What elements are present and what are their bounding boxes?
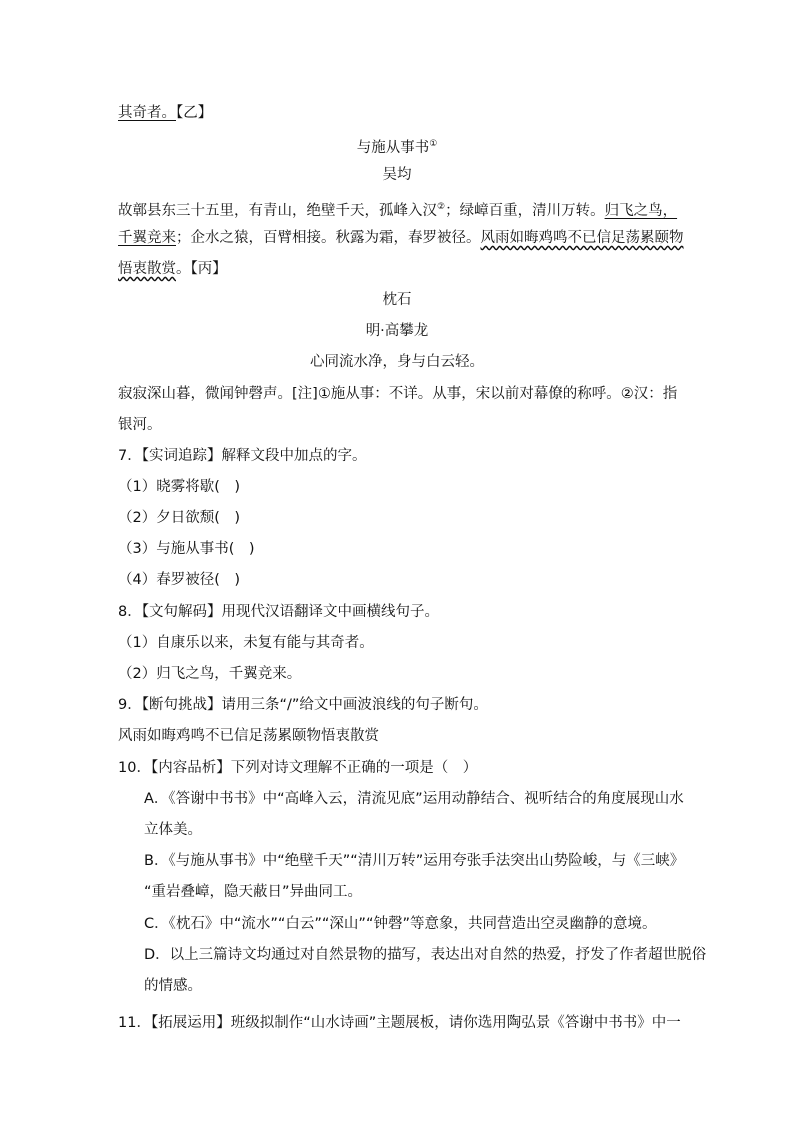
footnote-marker: ② (437, 202, 446, 212)
question-7: 7．【实词追踪】解释文段中加点的字。 (118, 448, 367, 464)
option-a-cont: 立体美。 (144, 822, 202, 838)
question-7-item: （3）与施从事书( ) (118, 541, 255, 557)
footnote-marker: ① (429, 139, 438, 149)
section-label: 【乙】 (176, 105, 213, 121)
option-c: C．《枕石》中“流水”“白云”“深山”“钟磬”等意象，共同营造出空灵幽静的意境。 (144, 916, 657, 932)
passage-c-title: 枕石 (382, 292, 412, 308)
passage-b-line-1: 故鄣县东三十五里，有青山，绝壁千天，孤峰入汉②；绿嶂百重，清川万转。归飞之鸟， (118, 202, 678, 219)
wavy-underlined-text: 悟衷散赏 (118, 261, 176, 277)
option-a: A．《答谢中书书》中“高峰入云，清流见底”运用动静结合、视听结合的角度展现山水 (144, 791, 684, 807)
passage-b-title: 与施从事书① (356, 139, 438, 156)
option-d-cont: 的情感。 (144, 978, 202, 994)
section-label: 【丙】 (190, 261, 227, 277)
question-9-text: 风雨如晦鸡鸣不已信足荡累颐物悟衷散赏 (118, 728, 379, 744)
option-d: D．以上三篇诗文均通过对自然景物的描写，表达出对自然的热爱，抒发了作者超世脱俗 (144, 947, 707, 963)
underlined-text: 其奇者。 (118, 105, 176, 121)
poem-line-and-notes: 寂寂深山暮，微闻钟磬声。[注]①施从事：不详。从事，宋以前对幕僚的称呼。②汉：指 (118, 386, 678, 402)
underlined-text: 归飞之鸟， (604, 202, 678, 219)
passage-b-line-2: 千翼竞来；企水之猿，百臂相接。秋露为霜，春罗被径。风雨如晦鸡鸣不已信足荡累颐物 (118, 230, 684, 246)
question-7-item: （4）春罗被径( ) (118, 572, 241, 588)
underlined-text: 千翼竞来 (118, 230, 176, 246)
passage-b-intro-line (118, 103, 212, 123)
option-b: B．《与施从事书》中“绝壁千天”“清川万转”运用夸张手法突出山势险峻，与《三峡》 (144, 853, 685, 869)
passage-b-author: 吴均 (382, 167, 412, 183)
option-b-cont: “重岩叠嶂，隐天蔽日”异曲同工。 (144, 884, 363, 900)
question-8-item: （2）归飞之鸟，千翼竞来。 (118, 666, 302, 682)
question-10: 10．【内容品析】下列对诗文理解不正确的一项是（ ） (118, 760, 478, 776)
question-9: 9．【断句挑战】请用三条“/”给文中画波浪线的句子断句。 (118, 697, 488, 713)
question-7-item: （2）夕日欲颓( ) (118, 510, 241, 526)
question-8: 8．【文句解码】用现代汉语翻译文中画横线句子。 (118, 604, 439, 620)
passage-c-author: 明·高攀龙 (365, 323, 429, 339)
passage-b-line-3: 悟衷散赏。【丙】 (118, 261, 227, 277)
question-8-item: （1）自康乐以来，未复有能与其奇者。 (118, 635, 374, 651)
poem-line: 心同流水净，身与白云轻。 (310, 354, 484, 370)
question-11: 11．【拓展运用】班级拟制作“山水诗画”主题展板，请你选用陶弘景《答谢中书书》中一 (118, 1015, 681, 1031)
wavy-underlined-text: 风雨如晦鸡鸣不已信足荡累颐物 (480, 230, 684, 246)
question-7-item: （1）晓雾将歇( ) (118, 479, 241, 495)
notes-continuation: 银河。 (118, 417, 162, 433)
